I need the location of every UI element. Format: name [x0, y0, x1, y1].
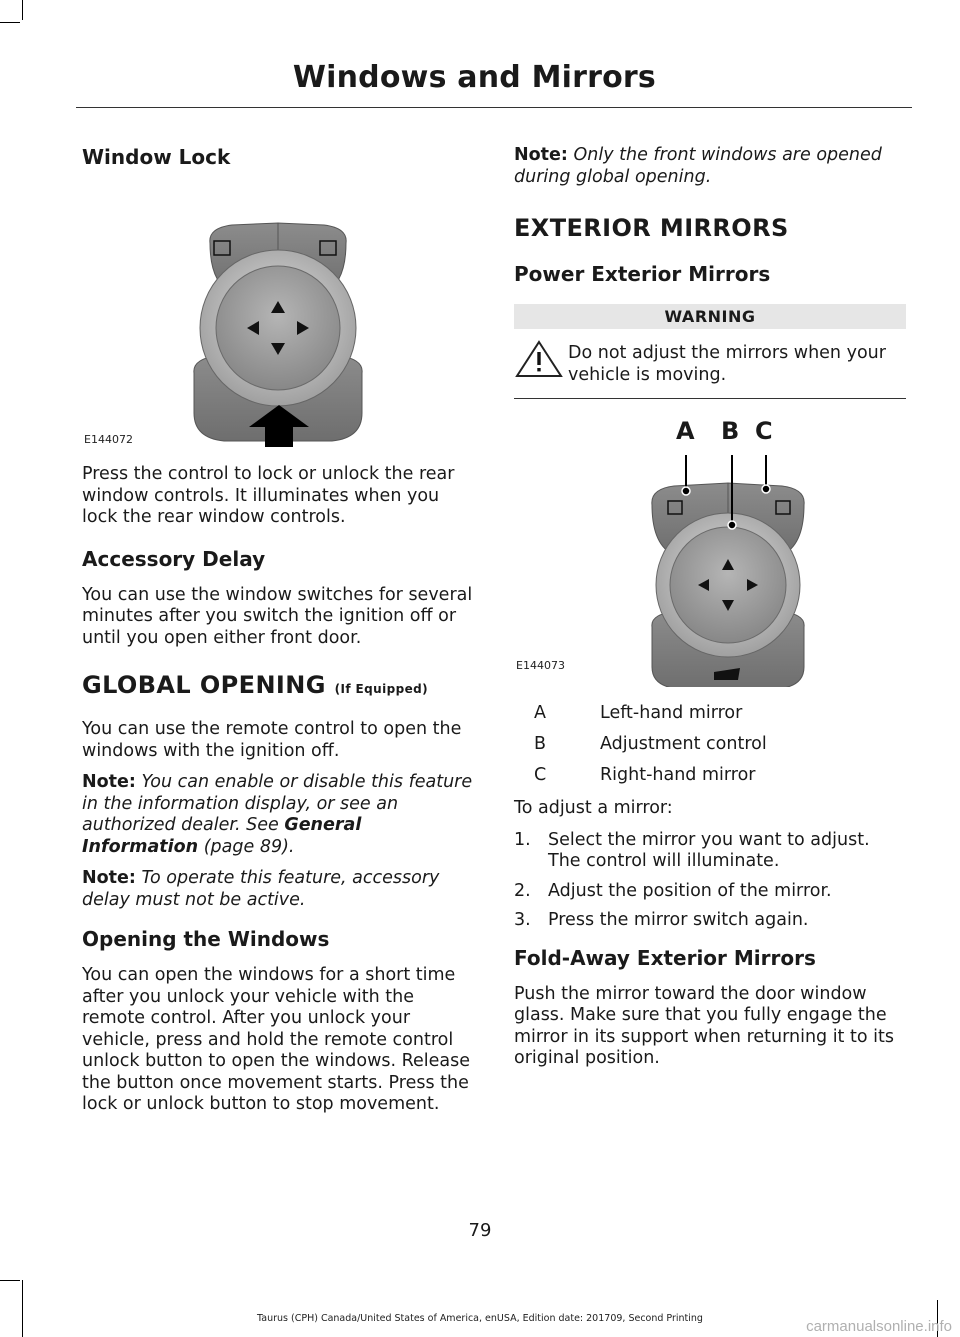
figure-code: E144073: [516, 659, 565, 672]
step-number: 2.: [514, 880, 531, 901]
general-information-link[interactable]: General Information: [82, 815, 362, 857]
adjust-steps: [514, 830, 906, 932]
step-item: [514, 830, 906, 873]
page-title: Windows and Mirrors: [292, 60, 656, 95]
note-front-windows: [514, 145, 906, 188]
note-label: Note:: [82, 772, 136, 792]
step-text: Press the mirror switch again.: [548, 910, 809, 930]
left-column: [82, 145, 474, 1126]
note-page-ref: (page 89).: [203, 836, 295, 857]
mirror-control-figure: [514, 417, 906, 687]
crop-mark: [0, 22, 20, 23]
crop-mark: [22, 0, 23, 20]
step-text: Select the mirror you want to adjust. The control will illuminate.: [548, 829, 870, 871]
legend-key: B: [534, 733, 547, 754]
note-accessory-delay: [82, 868, 474, 911]
opening-windows-text: You can open the windows for a short time after you unlock your vehicle with the remote control. After you unlock your vehicle, press and hold the remote control unlock button to open the windows. Release the button once movement starts. Press the lock or unlock button to stop movement.: [82, 965, 471, 1114]
right-column: [514, 145, 906, 1080]
fold-away-heading: Fold-Away Exterior Mirrors: [514, 945, 816, 970]
step-text: Adjust the position of the mirror.: [548, 880, 832, 901]
window-lock-text: Press the control to lock or unlock the rear window controls. It illuminates when you lock the rear window controls.: [82, 464, 455, 527]
legend-value: Left-hand mirror: [600, 702, 743, 723]
warning-icon: [514, 339, 564, 379]
figure-code: E144072: [84, 433, 133, 446]
watermark: carmanualsonline.info: [806, 1318, 952, 1335]
fold-away-text: Push the mirror toward the door window glass. Make sure that you fully engage the mirror in its support when returning it to its original position.: [514, 983, 894, 1068]
window-lock-heading: Window Lock: [82, 145, 231, 169]
global-opening-title: GLOBAL OPENING: [82, 671, 326, 699]
note-text: Only the front windows are opened during global opening.: [514, 145, 882, 187]
step-item: [514, 881, 906, 903]
exterior-mirrors-heading: EXTERIOR MIRRORS: [514, 214, 789, 242]
if-equipped-label: (If Equipped): [334, 682, 428, 696]
callout-label-b: B: [721, 417, 740, 445]
page-number: 79: [468, 1220, 492, 1241]
up-arrow-icon: [249, 405, 309, 447]
callout-label-a: A: [676, 417, 695, 445]
note-text: To operate this feature, accessory delay must not be active.: [82, 868, 440, 910]
legend-value: Right-hand mirror: [600, 764, 756, 785]
warning-box: [514, 339, 906, 399]
window-lock-figure: [82, 183, 474, 448]
legend-key: A: [534, 702, 546, 723]
step-item: [514, 910, 906, 932]
note-label: Note:: [514, 145, 568, 165]
legend-value: Adjustment control: [600, 733, 767, 754]
warning-title: WARNING: [514, 304, 906, 329]
global-opening-heading: [82, 671, 474, 699]
global-opening-text: You can use the remote control to open the windows with the ignition off.: [82, 719, 462, 761]
step-number: 1.: [514, 829, 531, 850]
callout-label-c: C: [755, 417, 773, 445]
crop-mark: [22, 1280, 23, 1337]
accessory-delay-heading: Accessory Delay: [82, 546, 266, 571]
legend-row: [514, 697, 906, 728]
opening-windows-heading: Opening the Windows: [82, 927, 330, 951]
note-label: Note:: [82, 868, 136, 888]
accessory-delay-text: You can use the window switches for several minutes after you switch the ignition off or until you open either front door.: [82, 584, 473, 648]
crop-mark: [0, 1280, 20, 1281]
legend-row: [514, 728, 906, 759]
adjust-intro: To adjust a mirror:: [514, 798, 673, 818]
title-rule: [76, 107, 912, 108]
note-enable-feature: [82, 772, 474, 858]
mirror-control-illustration: [514, 417, 906, 687]
legend-key: C: [534, 764, 547, 785]
power-exterior-mirrors-heading: Power Exterior Mirrors: [514, 262, 771, 286]
legend-row: [514, 759, 906, 790]
step-number: 3.: [514, 910, 531, 930]
figure-legend: [514, 697, 906, 790]
warning-text: Do not adjust the mirrors when your vehicle is moving.: [568, 343, 886, 385]
note-text: You can enable or disable this feature in the information display, or see an authorized dealer. See: [82, 772, 473, 835]
footer-edition: Taurus (CPH) Canada/United States of America, enUSA, Edition date: 201709, Second Printing: [257, 1313, 703, 1324]
